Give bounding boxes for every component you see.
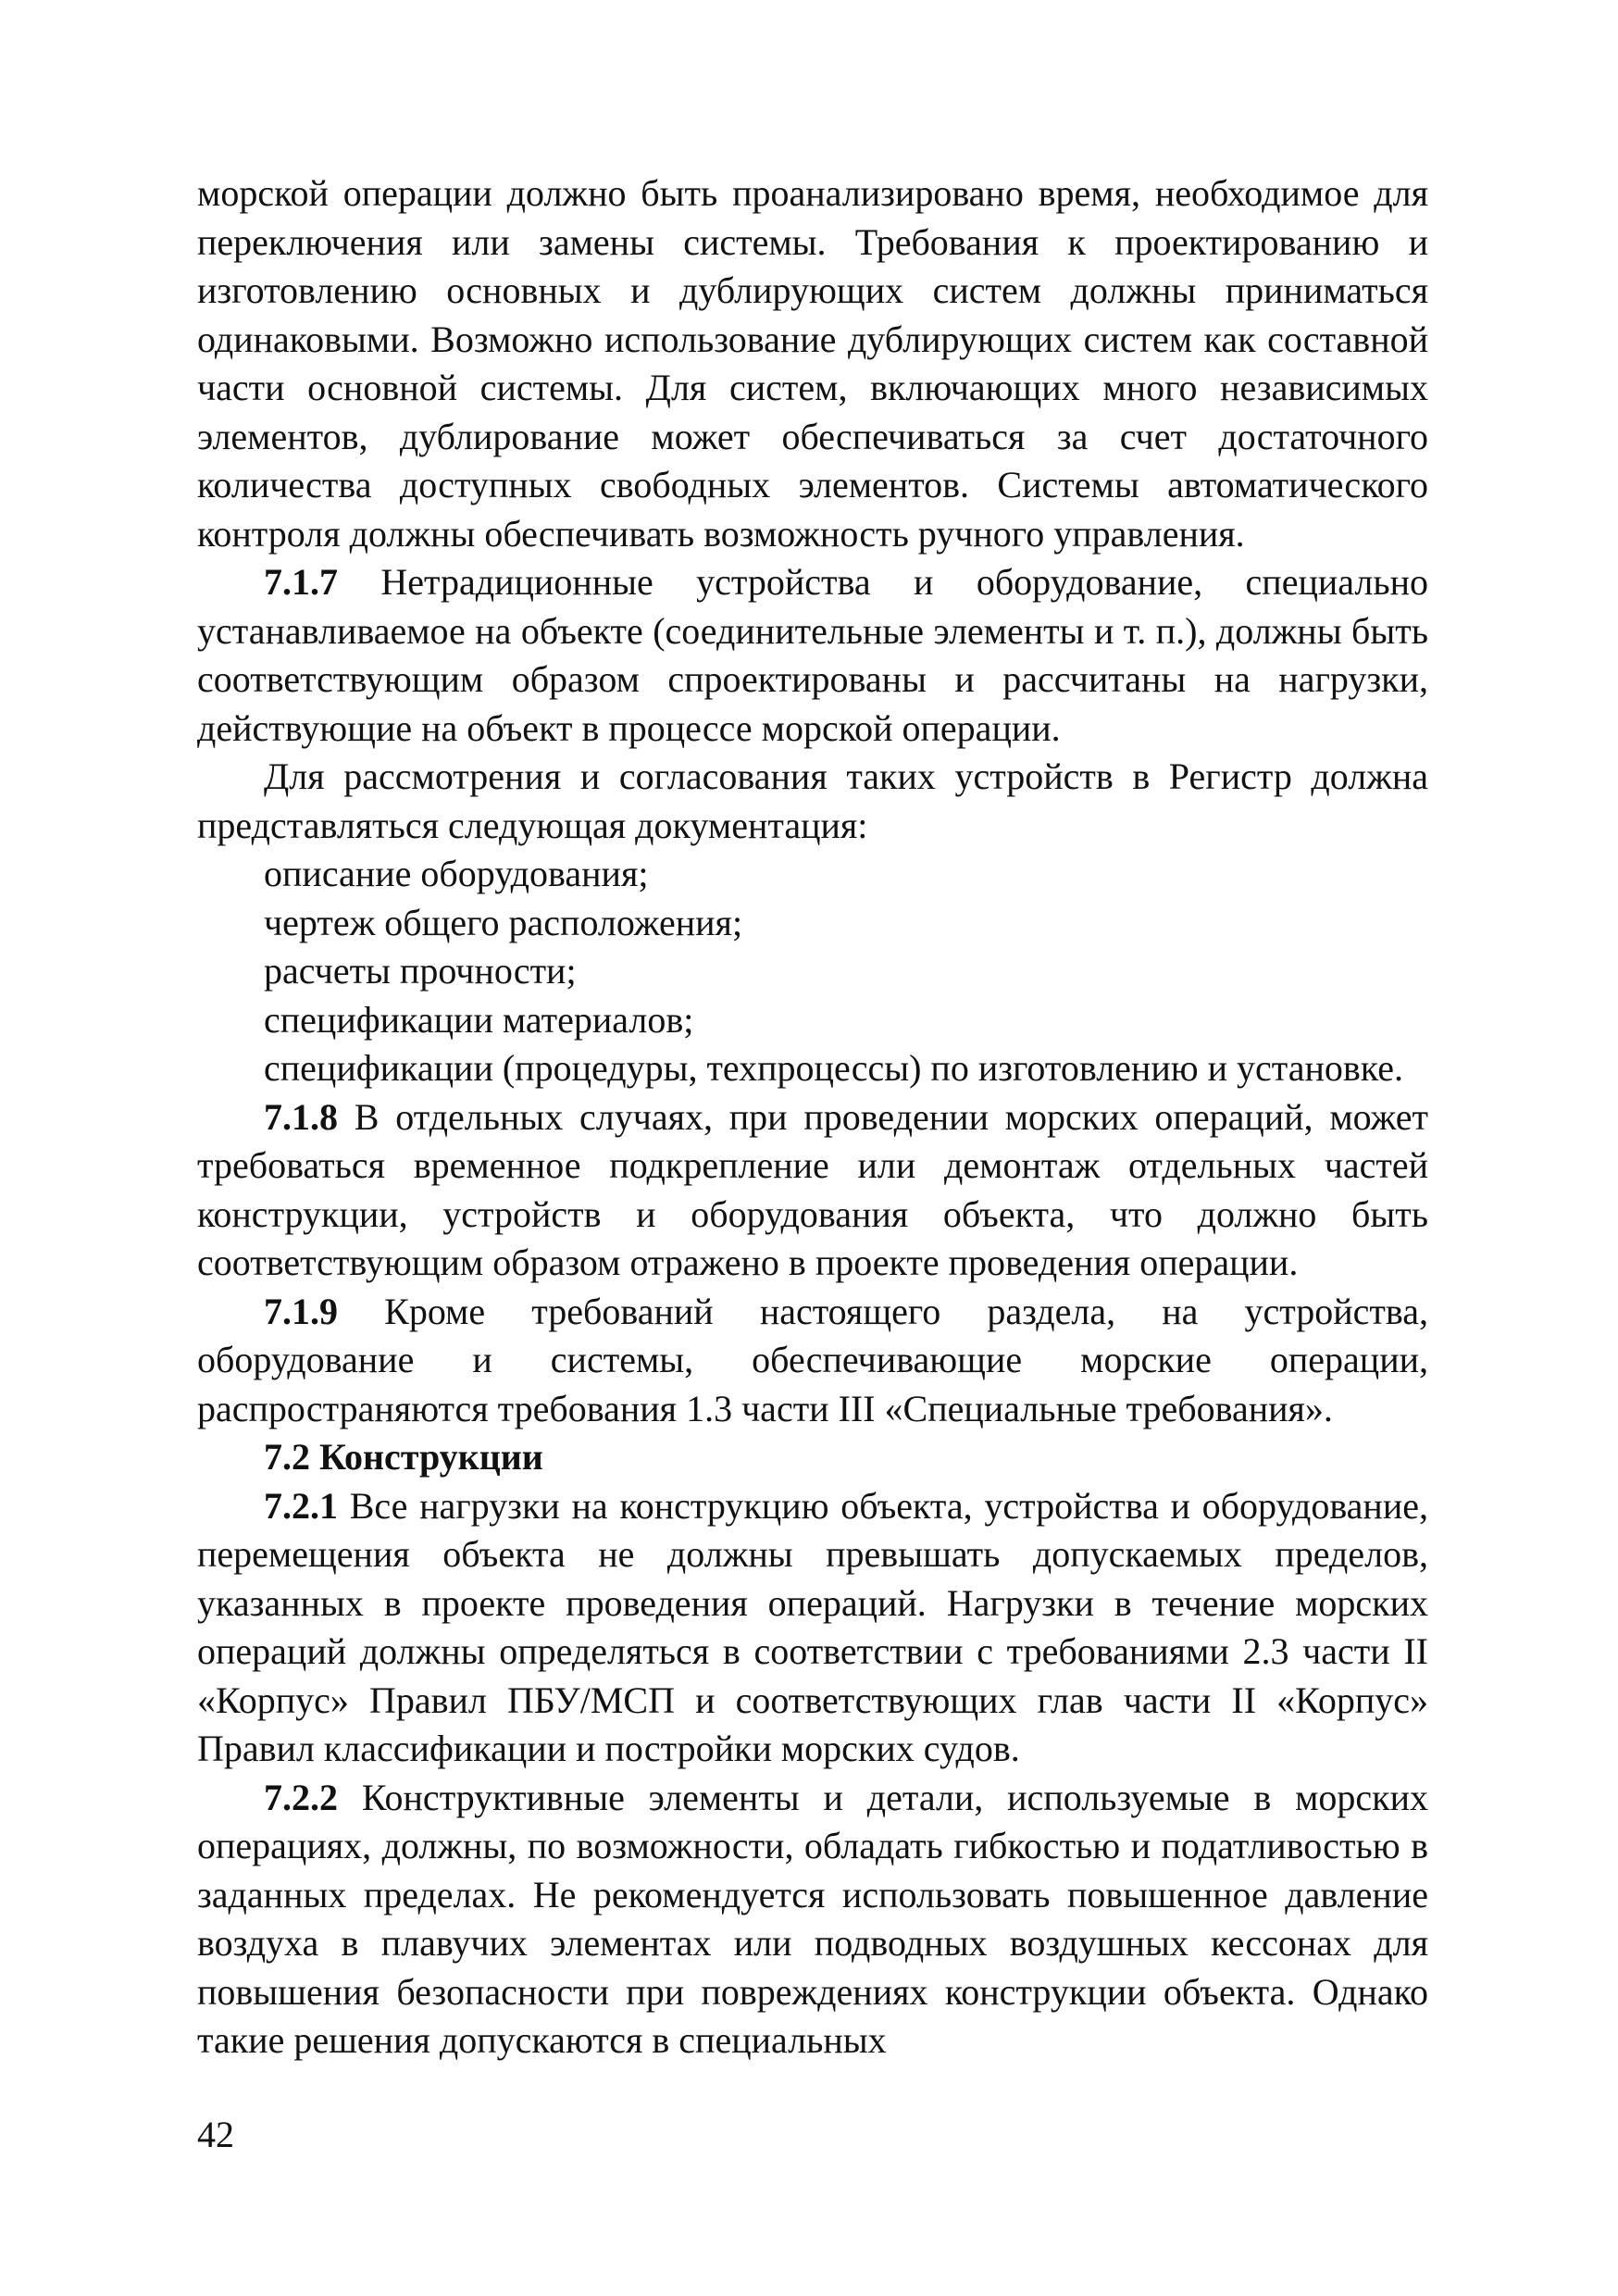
documentation-list-item: спецификации (процедуры, техпроцессы) по изготовлению и установке. [264, 1047, 1403, 1089]
documentation-list-item: спецификации материалов; [264, 998, 694, 1041]
documentation-intro: Для рассмотрения и согласования таких устройств в Регистр должна представляться следующая документация: [197, 755, 1428, 846]
clause-text: Конструктивные элементы и детали, используемые в морских операциях, должны, по возможности, обладать гибкостью и податливостью в заданных пределах. Не рекомендуется использовать повышенное давление воздуха в плавучих элементах или подводных воздушных кессонах для повышения безопасности при повреждениях конструкции объекта. Однако такие решения допускаются в специальных [197, 1776, 1428, 2061]
clause-text: Все нагрузки на конструкцию объекта, устройства и оборудование, перемещения объекта не должны превышать допускаемых пределов, указанных в проекте проведения операций. Нагрузки в течение морских операций должны определяться в соответствии с требованиями 2.3 части II «Корпус» Правил ПБУ/МСП и соответствующих глав части II «Корпус» Правил классификации и постройки морских судов. [197, 1484, 1428, 1769]
section-heading: 7.2 Конструкции [264, 1436, 543, 1478]
clause-7-2-2 [197, 1774, 1428, 2065]
documentation-list-item: чертеж общего расположения; [264, 901, 743, 943]
clause-7-1-9 [197, 1288, 1428, 1434]
clause-7-1-8 [197, 1093, 1428, 1288]
intro-paragraph: морской операции должно быть проанализировано время, необходимое для переключения или замены системы. Требования к проектированию и изготовлению основных и дублирующих систем должны приниматься одинаковыми. Возможно использование дублирующих систем как составной части основной системы. Для систем, включающих много независимых элементов, дублирование может обеспечиваться за счет достаточного количества доступных свободных элементов. Системы автоматического контроля должны обеспечивать возможность ручного управления. [197, 172, 1428, 555]
body-text [197, 169, 1428, 2065]
clause-text: Нетрадиционные устройства и оборудование, специально устанавливаемое на объекте (соединительные элементы и т. п.), должны быть соответствующим образом спроектированы и рассчитаны на нагрузки, действующие на объект в процессе морской операции. [197, 561, 1428, 749]
clause-number: 7.1.7 [264, 561, 338, 603]
clause-number: 7.1.8 [264, 1095, 338, 1138]
clause-text: Кроме требований настоящего раздела, на устройства, оборудование и системы, обеспечивающие морские операции, распространяются требования 1.3 части III «Специальные требования». [197, 1290, 1428, 1429]
clause-text: В отдельных случаях, при проведении морских операций, может требоваться временное подкрепление или демонтаж отдельных частей конструкции, устройств и оборудования объекта, что должно быть соответствующим образом отражено в проекте проведения операции. [197, 1095, 1428, 1283]
clause-7-1-7 [197, 558, 1428, 753]
documentation-list-item: расчеты прочности; [264, 950, 577, 992]
documentation-list-item: описание оборудования; [264, 853, 649, 894]
clause-number: 7.1.9 [264, 1290, 338, 1332]
page-number: 42 [197, 2114, 234, 2155]
clause-number: 7.2.2 [264, 1776, 338, 1818]
clause-number: 7.2.1 [264, 1484, 338, 1527]
clause-7-2-1 [197, 1482, 1428, 1774]
